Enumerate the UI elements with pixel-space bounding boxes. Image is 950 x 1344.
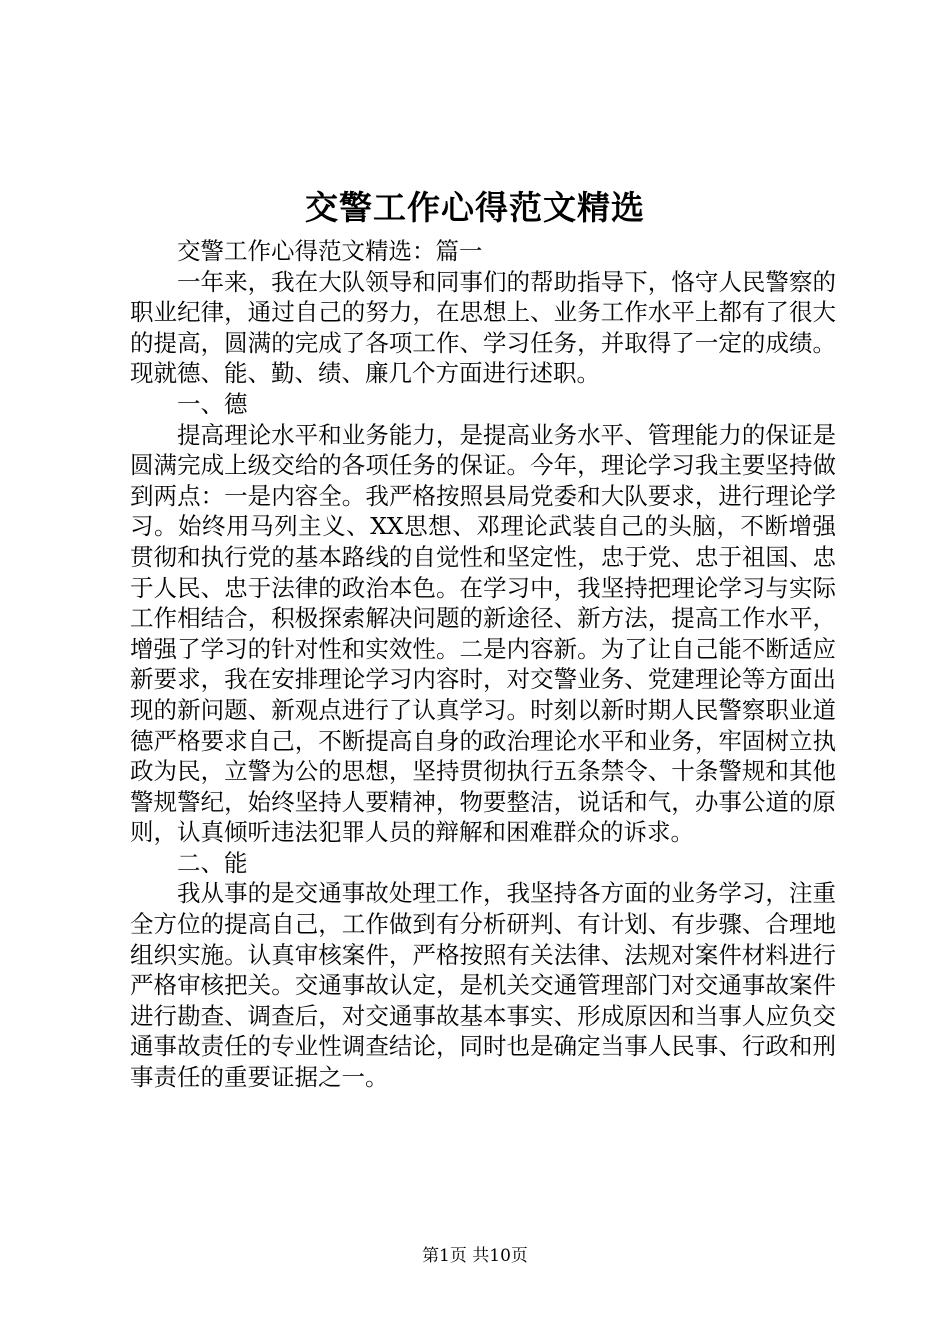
body-paragraph: 我从事的是交通事故处理工作，我坚持各方面的业务学习，注重全方位的提高自己，工作做到有分析研判、有计划、有步骤、合理地组织实施。认真审核案件，严格按照有关法律、法规对案件材料进行严格审核把关。交通事故认定，是机关交通管理部门对交通事故案件进行勘查、调查后，对交通事故基本事实、形成原因和当事人应负交通事故责任的专业性调查结论，同时也是确定当事人民事、行政和刑事责任的重要证据之一。 — [130, 879, 836, 1092]
body-paragraph: 一年来，我在大队领导和同事们的帮助指导下，恪守人民警察的职业纪律，通过自己的努力，在思想上、业务工作水平上都有了很大的提高，圆满的完成了各项工作、学习任务，并取得了一定的成绩。现就德、能、勤、绩、廉几个方面进行述职。 — [130, 267, 836, 388]
body-paragraph: 提高理论水平和业务能力，是提高业务水平、管理能力的保证是圆满完成上级交给的各项任务的保证。今年，理论学习我主要坚持做到两点：一是内容全。我严格按照县局党委和大队要求，进行理论学习。始终用马列主义、XX思想、邓理论武装自己的头脑，不断增强贯彻和执行党的基本路线的自觉性和坚定性，忠于党、忠于祖国、忠于人民、忠于法律的政治本色。在学习中，我坚持把理论学习与实际工作相结合，积极探索解决问题的新途径、新方法，提高工作水平，增强了学习的针对性和实效性。二是内容新。为了让自己能不断适应新要求，我在安排理论学习内容时，对交警业务、党建理论等方面出现的新问题、新观点进行了认真学习。时刻以新时期人民警察职业道德严格要求自己，不断提高自身的政治理论水平和业务，牢固树立执政为民，立警为公的思想，坚持贯彻执行五条禁令、十条警规和其他警规警纪，始终坚持人要精神，物要整洁，说话和气，办事公道的原则，认真倾听违法犯罪人员的辩解和困难群众的诉求。 — [130, 420, 836, 847]
section-heading-de: 一、德 — [177, 389, 248, 418]
document-body — [130, 236, 836, 1093]
page-number-footer: 第1页 共10页 — [422, 1246, 528, 1266]
section-heading-neng: 二、能 — [177, 848, 248, 877]
section-heading-article: 交警工作心得范文精选：篇一 — [177, 237, 483, 265]
document-title: 交警工作心得范文精选 — [305, 188, 645, 227]
